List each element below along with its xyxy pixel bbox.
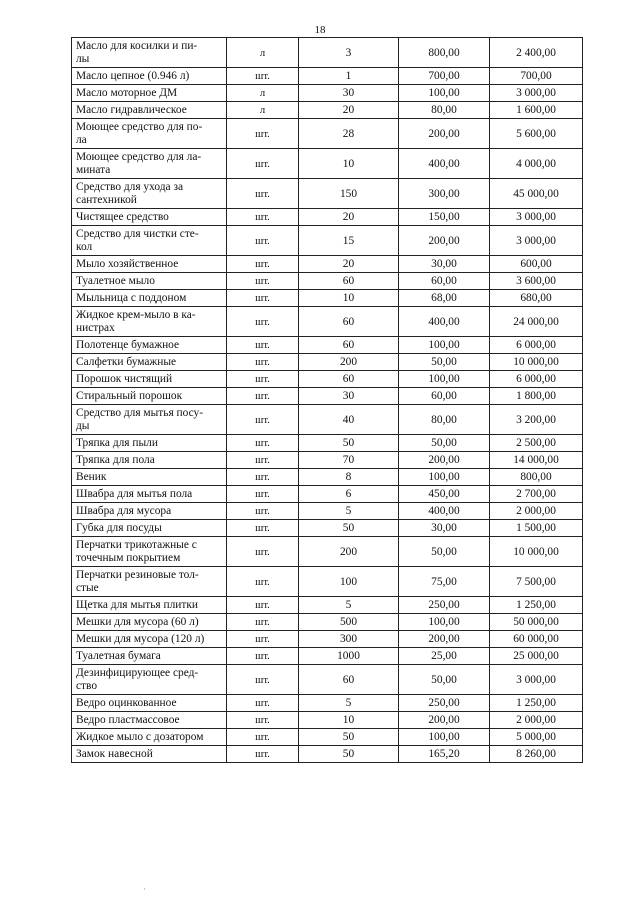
item-total-cell: 25 000,00: [490, 648, 583, 665]
item-name-cell: [72, 68, 227, 85]
item-price-cell: 400,00: [399, 503, 490, 520]
item-unit-cell: л: [227, 102, 299, 119]
item-total-cell: 5 000,00: [490, 729, 583, 746]
item-name-cell: [72, 179, 227, 209]
item-unit-cell: шт.: [227, 746, 299, 763]
item-price-cell: 800,00: [399, 38, 490, 68]
item-total-cell: 24 000,00: [490, 307, 583, 337]
table-row: [72, 537, 583, 567]
item-unit-cell: шт.: [227, 226, 299, 256]
item-unit-cell: шт.: [227, 209, 299, 226]
item-price-cell: 60,00: [399, 273, 490, 290]
item-unit-cell: шт.: [227, 614, 299, 631]
table-row: [72, 452, 583, 469]
item-price-cell: 450,00: [399, 486, 490, 503]
item-name-cell: [72, 102, 227, 119]
item-name-cell: [72, 405, 227, 435]
item-total-cell: 2 000,00: [490, 503, 583, 520]
item-total-cell: 600,00: [490, 256, 583, 273]
item-name-cell: [72, 119, 227, 149]
item-name-cell: [72, 567, 227, 597]
table-row: [72, 695, 583, 712]
table-row: [72, 38, 583, 68]
item-name-line: Средство для чистки сте-: [76, 228, 199, 240]
item-unit-cell: шт.: [227, 371, 299, 388]
item-price-cell: 25,00: [399, 648, 490, 665]
item-unit-cell: шт.: [227, 648, 299, 665]
item-name-line: Салфетки бумажные: [76, 356, 177, 368]
item-unit-cell: шт.: [227, 503, 299, 520]
table-row: [72, 648, 583, 665]
table-row: [72, 665, 583, 695]
item-name-line: Швабра для мытья пола: [76, 488, 193, 500]
item-name-cell: [72, 537, 227, 567]
item-qty-cell: 8: [299, 469, 399, 486]
item-name-cell: [72, 469, 227, 486]
item-name-line: Масло цепное (0.946 л): [76, 70, 190, 82]
item-qty-cell: 10: [299, 290, 399, 307]
item-name-cell: [72, 597, 227, 614]
item-price-cell: 50,00: [399, 435, 490, 452]
item-total-cell: 1 800,00: [490, 388, 583, 405]
item-name-line: Тряпка для пола: [76, 454, 155, 466]
item-unit-cell: л: [227, 85, 299, 102]
item-total-cell: 4 000,00: [490, 149, 583, 179]
table-row: [72, 85, 583, 102]
item-total-cell: 50 000,00: [490, 614, 583, 631]
item-price-cell: 150,00: [399, 209, 490, 226]
item-total-cell: 8 260,00: [490, 746, 583, 763]
item-name-line: Щетка для мытья плитки: [76, 599, 198, 611]
item-qty-cell: 15: [299, 226, 399, 256]
item-price-cell: 200,00: [399, 452, 490, 469]
table-row: [72, 179, 583, 209]
item-name-cell: [72, 149, 227, 179]
item-unit-cell: шт.: [227, 307, 299, 337]
item-qty-cell: 60: [299, 371, 399, 388]
item-price-cell: 250,00: [399, 695, 490, 712]
item-price-cell: 100,00: [399, 337, 490, 354]
item-price-cell: 100,00: [399, 371, 490, 388]
table-row: [72, 435, 583, 452]
table-row: [72, 68, 583, 85]
item-qty-cell: 10: [299, 149, 399, 179]
table-row: [72, 405, 583, 435]
item-qty-cell: 30: [299, 85, 399, 102]
item-name-line: Стиральный порошок: [76, 390, 183, 402]
item-unit-cell: шт.: [227, 631, 299, 648]
item-name-cell: [72, 388, 227, 405]
item-total-cell: 800,00: [490, 469, 583, 486]
item-total-cell: 2 000,00: [490, 712, 583, 729]
item-name-cell: [72, 435, 227, 452]
item-price-cell: 100,00: [399, 614, 490, 631]
item-price-cell: 300,00: [399, 179, 490, 209]
item-qty-cell: 70: [299, 452, 399, 469]
item-unit-cell: шт.: [227, 354, 299, 371]
item-name-line: Порошок чистящий: [76, 373, 173, 385]
item-total-cell: 1 250,00: [490, 695, 583, 712]
item-qty-cell: 60: [299, 307, 399, 337]
item-qty-cell: 60: [299, 337, 399, 354]
table-row: [72, 337, 583, 354]
item-name-cell: [72, 665, 227, 695]
item-name-line: кол: [76, 241, 93, 253]
item-unit-cell: шт.: [227, 520, 299, 537]
item-price-cell: 165,20: [399, 746, 490, 763]
item-name-line: сантехникой: [76, 194, 137, 206]
table-row: [72, 371, 583, 388]
item-unit-cell: шт.: [227, 290, 299, 307]
item-name-line: Моющее средство для ла-: [76, 151, 202, 163]
table-row: [72, 729, 583, 746]
item-name-line: Средство для мытья посу-: [76, 407, 204, 419]
item-qty-cell: 50: [299, 746, 399, 763]
item-unit-cell: шт.: [227, 567, 299, 597]
item-price-cell: 200,00: [399, 226, 490, 256]
item-price-cell: 100,00: [399, 469, 490, 486]
item-name-line: Масло для косилки и пи-: [76, 40, 198, 52]
item-price-cell: 400,00: [399, 307, 490, 337]
item-total-cell: 7 500,00: [490, 567, 583, 597]
table-row: [72, 119, 583, 149]
item-unit-cell: шт.: [227, 256, 299, 273]
item-total-cell: 45 000,00: [490, 179, 583, 209]
item-name-line: Ведро оцинкованное: [76, 697, 177, 709]
item-unit-cell: шт.: [227, 68, 299, 85]
item-qty-cell: 50: [299, 520, 399, 537]
item-price-cell: 30,00: [399, 256, 490, 273]
item-total-cell: 700,00: [490, 68, 583, 85]
item-name-line: нистрах: [76, 322, 115, 334]
item-name-cell: [72, 452, 227, 469]
item-qty-cell: 500: [299, 614, 399, 631]
item-qty-cell: 5: [299, 597, 399, 614]
item-name-cell: [72, 486, 227, 503]
item-total-cell: 1 600,00: [490, 102, 583, 119]
item-unit-cell: шт.: [227, 273, 299, 290]
item-unit-cell: шт.: [227, 665, 299, 695]
item-name-cell: [72, 209, 227, 226]
table-row: [72, 273, 583, 290]
table-row: [72, 102, 583, 119]
item-price-cell: 50,00: [399, 354, 490, 371]
item-name-line: Полотенце бумажное: [76, 339, 180, 351]
table-row: [72, 149, 583, 179]
table-row: [72, 597, 583, 614]
table-row: [72, 388, 583, 405]
item-name-line: ла: [76, 134, 87, 146]
item-total-cell: 14 000,00: [490, 452, 583, 469]
item-name-line: Губка для посуды: [76, 522, 162, 534]
item-qty-cell: 200: [299, 354, 399, 371]
item-total-cell: 60 000,00: [490, 631, 583, 648]
item-name-line: Тряпка для пыли: [76, 437, 158, 449]
item-name-cell: [72, 631, 227, 648]
table-row: [72, 712, 583, 729]
item-name-line: Масло моторное ДМ: [76, 87, 178, 99]
item-name-line: Туалетная бумага: [76, 650, 161, 662]
item-unit-cell: шт.: [227, 149, 299, 179]
item-total-cell: 10 000,00: [490, 537, 583, 567]
item-price-cell: 68,00: [399, 290, 490, 307]
item-name-line: Средство для ухода за: [76, 181, 184, 193]
item-name-line: Масло гидравлическое: [76, 104, 187, 116]
item-qty-cell: 5: [299, 503, 399, 520]
item-total-cell: 1 250,00: [490, 597, 583, 614]
item-unit-cell: шт.: [227, 405, 299, 435]
item-unit-cell: шт.: [227, 695, 299, 712]
item-name-cell: [72, 85, 227, 102]
item-name-cell: [72, 226, 227, 256]
item-qty-cell: 10: [299, 712, 399, 729]
item-unit-cell: шт.: [227, 537, 299, 567]
item-name-cell: [72, 712, 227, 729]
item-price-cell: 75,00: [399, 567, 490, 597]
item-name-line: стые: [76, 582, 99, 594]
item-name-line: Чистящее средство: [76, 211, 169, 223]
item-qty-cell: 3: [299, 38, 399, 68]
item-qty-cell: 1000: [299, 648, 399, 665]
item-unit-cell: шт.: [227, 486, 299, 503]
item-name-line: точечным покрытием: [76, 552, 181, 564]
item-total-cell: 5 600,00: [490, 119, 583, 149]
item-name-cell: [72, 256, 227, 273]
table-row: [72, 567, 583, 597]
table-row: [72, 520, 583, 537]
table-row: [72, 307, 583, 337]
page-number: 18: [314, 24, 326, 36]
item-total-cell: 3 600,00: [490, 273, 583, 290]
item-name-cell: [72, 371, 227, 388]
item-name-line: Жидкое мыло с дозатором: [76, 731, 204, 743]
table-row: [72, 290, 583, 307]
item-name-line: Швабра для мусора: [76, 505, 172, 517]
item-unit-cell: шт.: [227, 435, 299, 452]
table-row: [72, 256, 583, 273]
item-price-cell: 400,00: [399, 149, 490, 179]
item-qty-cell: 50: [299, 729, 399, 746]
item-name-line: Дезинфицирующее сред-: [76, 667, 199, 679]
item-total-cell: 680,00: [490, 290, 583, 307]
item-qty-cell: 60: [299, 665, 399, 695]
item-total-cell: 3 000,00: [490, 665, 583, 695]
item-name-cell: [72, 648, 227, 665]
item-name-line: ство: [76, 680, 98, 692]
item-qty-cell: 5: [299, 695, 399, 712]
price-table: [71, 37, 583, 763]
item-price-cell: 250,00: [399, 597, 490, 614]
item-unit-cell: шт.: [227, 729, 299, 746]
item-name-line: Моющее средство для по-: [76, 121, 203, 133]
item-name-cell: [72, 729, 227, 746]
item-price-cell: 50,00: [399, 665, 490, 695]
item-price-cell: 700,00: [399, 68, 490, 85]
item-total-cell: 2 400,00: [490, 38, 583, 68]
table-row: [72, 354, 583, 371]
item-price-cell: 80,00: [399, 405, 490, 435]
item-qty-cell: 60: [299, 273, 399, 290]
item-total-cell: 2 700,00: [490, 486, 583, 503]
item-qty-cell: 28: [299, 119, 399, 149]
item-name-cell: [72, 354, 227, 371]
item-qty-cell: 100: [299, 567, 399, 597]
item-unit-cell: шт.: [227, 119, 299, 149]
item-price-cell: 200,00: [399, 119, 490, 149]
item-total-cell: 2 500,00: [490, 435, 583, 452]
item-qty-cell: 6: [299, 486, 399, 503]
item-name-cell: [72, 307, 227, 337]
item-qty-cell: 20: [299, 209, 399, 226]
item-unit-cell: шт.: [227, 712, 299, 729]
table-row: [72, 631, 583, 648]
item-total-cell: 10 000,00: [490, 354, 583, 371]
item-name-cell: [72, 695, 227, 712]
item-name-line: ды: [76, 420, 90, 432]
item-price-cell: 50,00: [399, 537, 490, 567]
item-name-cell: [72, 746, 227, 763]
table-row: [72, 486, 583, 503]
table-row: [72, 226, 583, 256]
item-price-cell: 60,00: [399, 388, 490, 405]
item-qty-cell: 150: [299, 179, 399, 209]
item-name-line: лы: [76, 53, 90, 65]
item-name-line: мината: [76, 164, 111, 176]
item-name-cell: [72, 38, 227, 68]
table-row: [72, 614, 583, 631]
item-name-cell: [72, 520, 227, 537]
item-name-cell: [72, 614, 227, 631]
item-name-line: Перчатки трикотажные с: [76, 539, 197, 551]
item-total-cell: 6 000,00: [490, 337, 583, 354]
item-name-line: Мешки для мусора (120 л): [76, 633, 205, 645]
item-unit-cell: шт.: [227, 179, 299, 209]
item-name-cell: [72, 337, 227, 354]
table-row: [72, 209, 583, 226]
table-row: [72, 503, 583, 520]
item-name-line: Мыло хозяйственное: [76, 258, 179, 270]
item-name-line: Мыльница с поддоном: [76, 292, 187, 304]
item-unit-cell: шт.: [227, 337, 299, 354]
item-total-cell: 3 000,00: [490, 85, 583, 102]
item-unit-cell: шт.: [227, 469, 299, 486]
item-total-cell: 3 200,00: [490, 405, 583, 435]
item-qty-cell: 1: [299, 68, 399, 85]
table-row: [72, 469, 583, 486]
item-unit-cell: шт.: [227, 597, 299, 614]
item-price-cell: 200,00: [399, 712, 490, 729]
item-total-cell: 3 000,00: [490, 209, 583, 226]
item-name-line: Мешки для мусора (60 л): [76, 616, 199, 628]
item-price-cell: 100,00: [399, 85, 490, 102]
item-qty-cell: 20: [299, 256, 399, 273]
item-qty-cell: 40: [299, 405, 399, 435]
item-price-cell: 200,00: [399, 631, 490, 648]
item-name-line: Замок навесной: [76, 748, 153, 760]
scan-mark: ·: [143, 885, 146, 894]
item-qty-cell: 20: [299, 102, 399, 119]
item-name-line: Веник: [76, 471, 107, 483]
item-name-line: Перчатки резиновые тол-: [76, 569, 199, 581]
item-name-cell: [72, 503, 227, 520]
item-qty-cell: 50: [299, 435, 399, 452]
item-name-line: Жидкое крем-мыло в ка-: [76, 309, 196, 321]
table-body: [72, 38, 583, 763]
item-price-cell: 100,00: [399, 729, 490, 746]
item-total-cell: 3 000,00: [490, 226, 583, 256]
item-name-cell: [72, 273, 227, 290]
item-qty-cell: 30: [299, 388, 399, 405]
item-unit-cell: шт.: [227, 452, 299, 469]
item-name-line: Туалетное мыло: [76, 275, 155, 287]
item-unit-cell: шт.: [227, 388, 299, 405]
item-name-cell: [72, 290, 227, 307]
item-unit-cell: л: [227, 38, 299, 68]
item-qty-cell: 200: [299, 537, 399, 567]
item-price-cell: 30,00: [399, 520, 490, 537]
item-qty-cell: 300: [299, 631, 399, 648]
item-price-cell: 80,00: [399, 102, 490, 119]
item-total-cell: 1 500,00: [490, 520, 583, 537]
table-row: [72, 746, 583, 763]
item-total-cell: 6 000,00: [490, 371, 583, 388]
item-name-line: Ведро пластмассовое: [76, 714, 180, 726]
